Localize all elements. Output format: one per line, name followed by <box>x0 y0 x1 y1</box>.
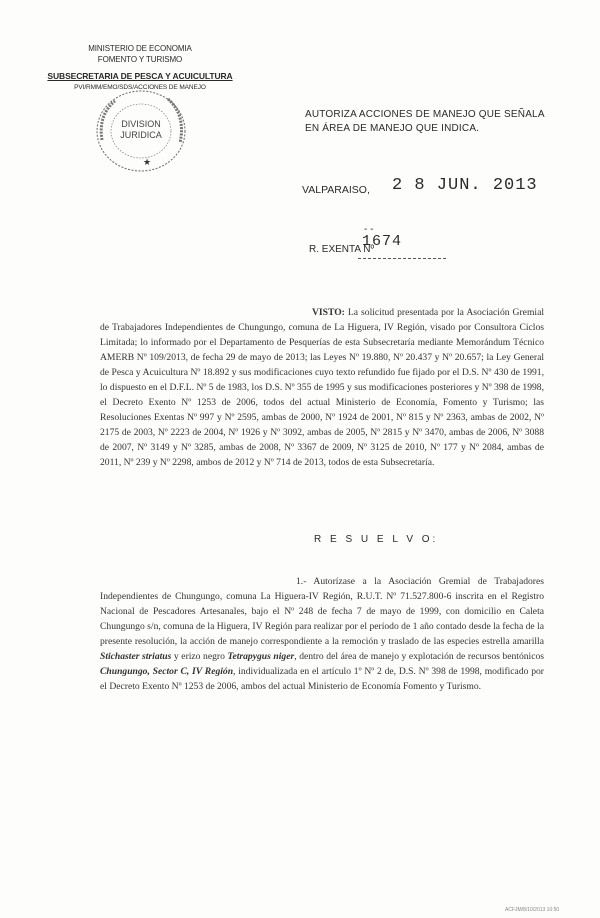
ministry-subtitle: FOMENTO Y TURISMO <box>97 55 183 64</box>
species-tetrapygus: Tetrapygus niger <box>227 651 295 662</box>
article-1-part4: , individualizada en el artículo 1º Nº 2 de, D.S. Nº 398 de 1998, modificado por el Decreto Exento Nº 1253 de 2006, ambos del actual Ministerio de Economía Fomento y Turismo. <box>100 666 544 692</box>
seal-star-icon: ★ <box>142 157 152 167</box>
resolution-underline <box>358 258 446 259</box>
seal-line2: JURIDICA <box>120 130 162 140</box>
species-stichaster: Stichaster striatus <box>100 651 172 662</box>
seal-line1: DIVISION <box>121 119 161 129</box>
place-label: VALPARAISO, <box>302 184 370 196</box>
article-1-part1: 1.- Autorízase a la Asociación Gremial de Trabajadores Independientes de Chungungo, comuna La Higuera-IV Región, R.U.T. Nº 71.527.800-6 inscrita en el Registro Nacional de Pescadores Artesanales, bajo el Nº 248 de fecha 7 de mayo de 1999, con domicilio en Caleta Chungungo s/n, comuna de la Higuera, IV Región para realizar por el período de 1 año contado desde la fecha de la presente resolución, la acción de manejo correspondiente a la remoción y traslado de las especies estrella amarilla <box>100 576 544 647</box>
visto-text: La solicitud presentada por la Asociación Gremial de Trabajadores Independientes de Chungungo, comuna de La Higuera, IV Región, visado por Consultora Ciclos Limitada; lo informado por el Departamento de Pesquerías de esta Subsecretaría mediante Memorándum Técnico AMERB Nº 109/2013, de fecha 29 de mayo de 2013; las Leyes Nº 19.880, Nº 20.437 y Nº 20.657; la Ley General de Pesca y Acuicultura Nº 18.892 y sus modificaciones cuyo texto refundido fue fijado por el D.S. Nº 430 de 1991, lo dispuesto en el D.F.L. Nº 5 de 1983, los D.S. Nº 355 de 1995 y sus modificaciones posteriores y Nº 398 de 1998, el Decreto Exento Nº 1253 de 2006, todos del actual Ministerio de Economía, Fomento y Turismo; las Resoluciones Exentas Nº 997 y Nº 2595, ambas de 2000, Nº 1924 de 2001, Nº 815 y Nº 2363, ambas de 2002, Nº 2175 de 2003, Nº 2223 de 2004, Nº 1926 y Nº 3092, ambas de 2005, Nº 2815 y Nº 3470, ambas de 2006, Nº 3088 de 2007, Nº 3149 y Nº 3285, ambas de 2008, Nº 3367 de 2009, Nº 3125 de 2010, Nº 177 y Nº 2084, ambas de 2011, Nº 239 y Nº 2298, ambos de 2012 y Nº 714 de 2013, todos de esta Subsecretaría. <box>100 307 544 468</box>
resuelvo-heading: R E S U E L V O: <box>314 534 439 545</box>
document-subject: AUTORIZA ACCIONES DE MANEJO QUE SEÑALA EN ÁREA DE MANEJO QUE INDICA. <box>305 109 545 134</box>
undersecretariat-name: SUBSECRETARIA DE PESCA Y ACUICULTURA <box>47 71 233 81</box>
division-juridica-seal <box>90 85 192 177</box>
visto-paragraph <box>100 305 544 470</box>
article-1-part2: y erizo negro <box>171 651 228 662</box>
article-1-part3: , dentro del área de manejo y explotación de recursos bentónicos <box>294 651 544 662</box>
footer-stamp: ACFJM/8/10/2013 10:50 <box>505 907 560 913</box>
resolution-number: 1674 <box>362 233 403 250</box>
reference-code: PVI/RMM/EMO/SDS/ACCIONES DE MANEJO <box>74 84 206 91</box>
resolution-date: 2 8 JUN. 2013 <box>392 176 538 195</box>
resolution-label: R. EXENTA Nº <box>309 244 375 255</box>
resolution-mark: - - <box>364 224 374 235</box>
article-1-paragraph <box>100 574 544 694</box>
management-area-name: Chungungo, Sector C, IV Región <box>100 666 234 677</box>
visto-lead: VISTO: <box>312 307 345 318</box>
ministry-name: MINISTERIO DE ECONOMIA <box>88 44 192 53</box>
